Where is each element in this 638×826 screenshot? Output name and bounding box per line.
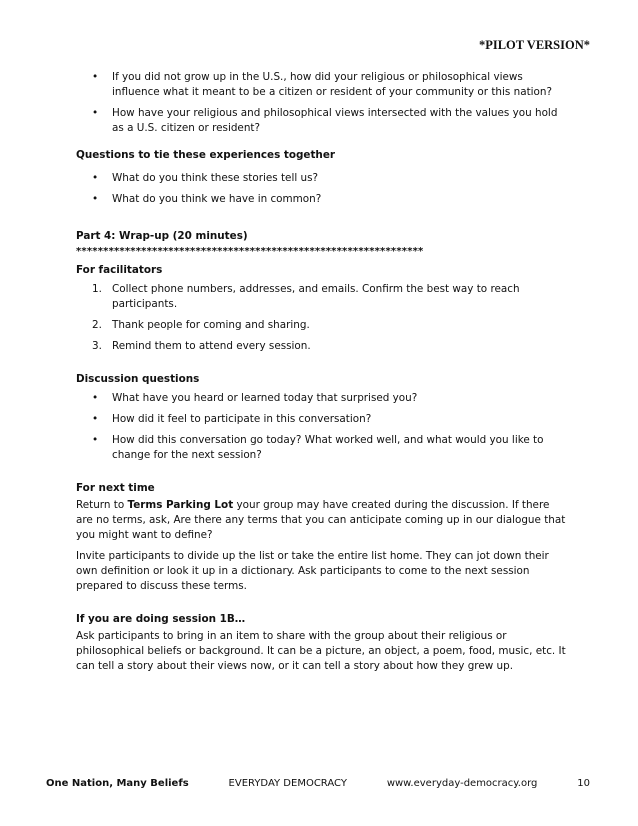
list-item: [76, 70, 566, 100]
part4-heading: Part 4: Wrap-up (20 minutes): [76, 230, 248, 242]
list-item-text: Collect phone numbers, addresses, and emails. Confirm the best way to reach participants.: [112, 283, 520, 310]
bullet-icon: •: [92, 107, 99, 119]
session-1b-paragraph: Ask participants to bring in an item to share with the group about their religious or philosophical beliefs or background. It can be a picture, an object, a poem, food, music, etc. It can tell a story about their views now, or it can tell a story about how they grew up.: [76, 630, 566, 672]
list-item: [76, 412, 566, 427]
bullet-icon: •: [92, 193, 99, 205]
facilitators-list: [76, 282, 566, 354]
list-item-text: Thank people for coming and sharing.: [112, 319, 310, 331]
footer-url: www.everyday-democracy.org: [386, 778, 538, 789]
footer-title: One Nation, Many Beliefs: [46, 778, 189, 789]
list-item: [76, 391, 566, 406]
list-item: [76, 339, 566, 354]
list-item-text: How have your religious and philosophical views intersected with the values you hold as a U.S. citizen or resident?: [112, 107, 558, 134]
tie-heading: Questions to tie these experiences together: [76, 149, 336, 161]
list-item-text: If you did not grow up in the U.S., how did your religious or philosophical views influence what it meant to be a citizen or resident of your community or this nation?: [112, 71, 552, 98]
page-footer: [46, 776, 590, 791]
next-time-heading: For next time: [76, 482, 155, 494]
tie-bullet-list: [76, 171, 566, 207]
list-item-text: How did it feel to participate in this conversation?: [112, 413, 372, 425]
list-item-text: How did this conversation go today? What worked well, and what would you like to change for the next session?: [112, 434, 544, 461]
session-1b-heading: If you are doing session 1B…: [76, 613, 246, 625]
list-item-text: Remind them to attend every session.: [112, 340, 311, 352]
item-number: 3.: [92, 340, 102, 352]
terms-parking-lot-label: Terms Parking Lot: [127, 499, 234, 511]
bullet-icon: •: [92, 413, 99, 425]
next-time-text-before: Return to: [76, 499, 128, 511]
facilitators-heading: For facilitators: [76, 264, 163, 276]
next-time-paragraph-1: [76, 498, 566, 543]
next-time-text-after: your group may have created during the discussion. If there are no terms, ask, Are there any terms that you can anticipate coming up in our dialogue that you might want to define?: [76, 499, 566, 541]
next-time-paragraph-2: Invite participants to divide up the list or take the entire list home. They can jot down their own definition or look it up in a dictionary. Ask participants to come to the next session prepared to discuss these terms.: [76, 550, 549, 592]
list-item: [76, 318, 566, 333]
list-item: [76, 433, 566, 463]
item-number: 1.: [92, 283, 102, 295]
list-item-text: What have you heard or learned today that surprised you?: [112, 392, 418, 404]
discussion-bullet-list: [76, 391, 566, 463]
item-number: 2.: [92, 319, 102, 331]
document-body: [76, 70, 566, 680]
list-item-text: What do you think these stories tell us?: [112, 172, 319, 184]
page-number: 10: [577, 778, 590, 789]
list-item: [76, 282, 566, 312]
list-item: [76, 106, 566, 136]
star-divider: ****************************************************************: [76, 246, 424, 257]
pilot-version-label: *PILOT VERSION*: [478, 38, 590, 52]
list-item: [76, 171, 566, 186]
bullet-icon: •: [92, 172, 99, 184]
bullet-icon: •: [92, 392, 99, 404]
list-item: [76, 192, 566, 207]
bullet-icon: •: [92, 71, 99, 83]
list-item-text: What do you think we have in common?: [112, 193, 322, 205]
discussion-heading: Discussion questions: [76, 373, 200, 385]
bullet-icon: •: [92, 434, 99, 446]
top-bullet-list: [76, 70, 566, 136]
footer-org: EVERYDAY DEMOCRACY: [228, 778, 347, 789]
